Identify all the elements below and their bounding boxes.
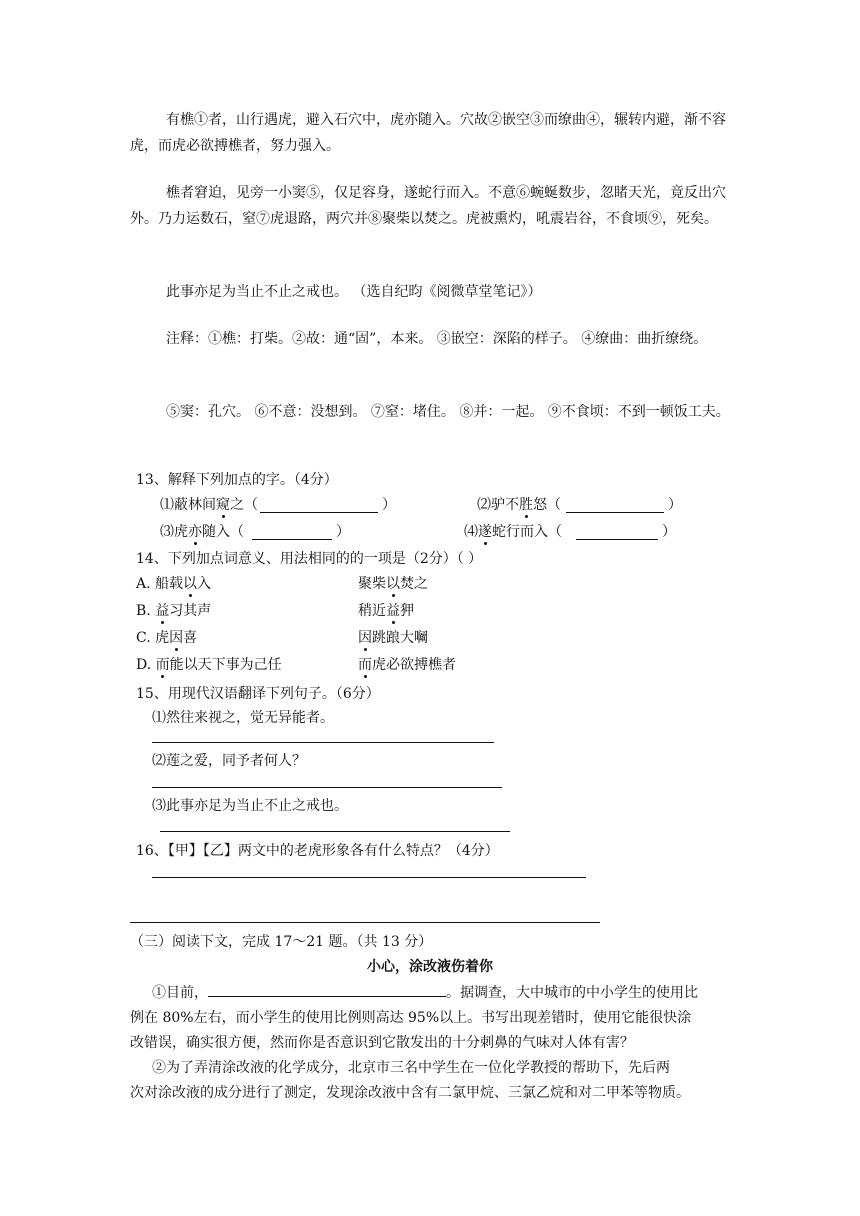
emphasis-dot-char: 遂 <box>478 524 492 540</box>
q13-item-1: ⑴蔽林间窥之（ <box>160 497 258 513</box>
q16-title: 16、【甲】【乙】两文中的老虎形象各有什么特点？（4分） <box>136 843 499 859</box>
q13-answer-blank-2[interactable] <box>566 512 664 513</box>
q13-item-2-close: ） <box>668 497 682 513</box>
article-title: 小心，涂改液伤着你 <box>367 959 493 975</box>
q13-item-2: ⑵驴不胜怒（ <box>477 497 561 513</box>
emphasis-dot-char: 而 <box>155 657 170 673</box>
passage-notes-2: ⑤窦：孔穴。 ⑥不意：没想到。 ⑦窒：堵住。 ⑧并：一起。 ⑨不食顷：不到一顿饭工夫。 <box>166 404 730 420</box>
passage-paragraph-2: 樵者窘迫，见旁一小窦⑤，仅足容身，遂蛇行而入。不意⑥蜿蜒数步，忽睹天光，竟反出穴外。乃力运数石，窒⑦虎退路，两穴并⑧聚柴以焚之。虎被熏灼，吼震岩谷，不食顷⑨，死矣。 <box>130 185 726 227</box>
q15-sentence-2: ⑵莲之爱，同予者何人？ <box>152 753 306 769</box>
q14-option-a[interactable]: A. 船载以入 <box>136 576 212 592</box>
article-p2-line1: ②为了弄清涂改液的化学成分，北京市三名中学生在一位化学教授的帮助下，先后两 <box>152 1060 670 1076</box>
q13-item-3-close: ） <box>336 524 350 540</box>
q15-sentence-1: ⑴然往来视之，觉无异能者。 <box>152 710 334 726</box>
article-p2-line2: 次对涂改液的成分进行了测定，发现涂改液中含有二氯甲烷、三氯乙烷和对二甲苯等物质。 <box>130 1085 690 1101</box>
q15-sentence-3: ⑶此事亦足为当止不止之戒也。 <box>152 798 348 814</box>
q15-answer-line-1[interactable] <box>152 742 494 743</box>
emphasis-dot-char: 因 <box>358 630 372 646</box>
q13-answer-blank-3[interactable] <box>252 539 332 540</box>
passage-notes-1: 注释：①樵：打柴。②故：通“固”，本来。 ③嵌空：深陷的样子。 ④缭曲：曲折缭绕。 <box>166 331 708 347</box>
section3-header: （三）阅读下文，完成 17～21 题。（共 13 分） <box>130 934 433 950</box>
q14-option-c-compare: 因跳踉大㘎 <box>358 630 428 646</box>
emphasis-dot-char: 以 <box>183 576 198 592</box>
passage-paragraph-1: 有樵①者，山行遇虎，避入石穴中，虎亦随入。穴故②嵌空③而缭曲④，辗转内避，渐不容虎，而虎必欲搏樵者，努力强入。 <box>130 112 726 154</box>
q13-title: 13、解释下列加点的字。（4分） <box>136 472 338 488</box>
article-fill-blank[interactable] <box>208 982 446 997</box>
q14-option-b-compare: 稍近益狎 <box>358 603 414 619</box>
q13-item-4-close: ） <box>662 524 676 540</box>
q14-option-a-compare: 聚柴以焚之 <box>358 576 428 592</box>
emphasis-dot-char: 益 <box>386 603 400 619</box>
emphasis-dot-char: 胜 <box>519 497 533 513</box>
q13-item-4: ⑷遂蛇行而入（ <box>464 524 562 540</box>
q13-item-3: ⑶虎亦随入（ <box>160 524 244 540</box>
emphasis-dot-char: 亦 <box>188 524 202 540</box>
q14-option-d-compare: 而虎必欲搏樵者 <box>358 657 456 673</box>
emphasis-dot-char: 而 <box>358 657 372 673</box>
article-p1-line2: 例在 80%左右，而小学生的使用比例则高达 95%以上。书写出现差错时，使用它能很快涂 <box>130 1010 692 1026</box>
q14-option-c[interactable]: C. 虎因喜 <box>136 630 198 646</box>
q13-answer-blank-1[interactable] <box>260 512 378 513</box>
article-p1-line1: ①目前， 。据调查，大中城市的中小学生的使用比 <box>152 982 698 1002</box>
article-p1-line3: 改错误，确实很方便，然而你是否意识到它散发出的十分刺鼻的气味对人体有害？ <box>130 1035 634 1051</box>
emphasis-dot-char: 益 <box>155 603 170 619</box>
emphasis-dot-char: 窥 <box>216 497 230 513</box>
q13-item-1-close: ） <box>382 497 396 513</box>
q14-option-b[interactable]: B. 益习其声 <box>136 603 212 619</box>
q15-answer-line-2[interactable] <box>152 787 502 788</box>
q15-answer-line-3[interactable] <box>160 831 510 832</box>
q16-answer-line-1[interactable] <box>152 877 586 878</box>
passage-paragraph-3: 此事亦足为当止不止之戒也。 （选自纪昀《阅微草堂笔记》） <box>166 284 542 300</box>
q13-answer-blank-4[interactable] <box>576 539 658 540</box>
q15-title: 15、用现代汉语翻译下列句子。（6分） <box>136 686 380 702</box>
q14-title: 14、下列加点词意义、用法相同的的一项是（2分）（ ） <box>136 551 483 567</box>
emphasis-dot-char: 因 <box>169 630 184 646</box>
q14-option-d[interactable]: D. 而能以天下事为己任 <box>136 657 282 673</box>
emphasis-dot-char: 以 <box>386 576 400 592</box>
q16-answer-line-2[interactable] <box>130 922 600 923</box>
